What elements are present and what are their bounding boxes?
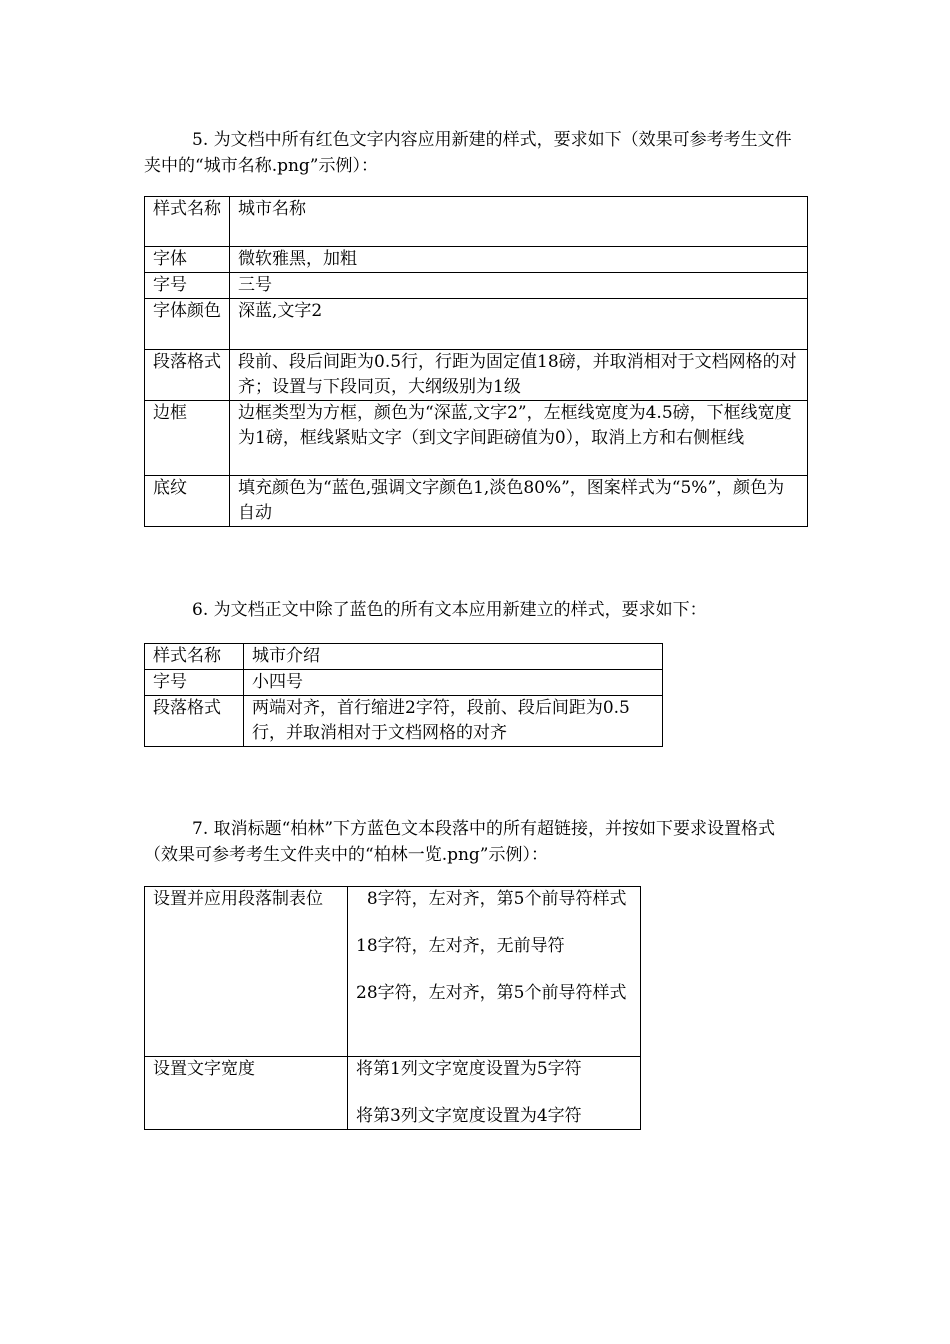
row-label: 底纹 — [145, 476, 230, 527]
row-value: 城市介绍 — [244, 644, 663, 670]
row-value: 微软雅黑，加粗 — [230, 247, 808, 273]
table-row — [145, 273, 808, 299]
tab-stop-3: 28字符，左对齐，第5个前导符样式 — [356, 983, 627, 1003]
table-row — [145, 696, 663, 747]
table-row — [145, 350, 808, 401]
section-5-table-wrap — [144, 196, 808, 527]
tab-stop-2: 18字符，左对齐，无前导符 — [356, 936, 565, 956]
row-value: 三号 — [230, 273, 808, 299]
row-value: 城市名称 — [230, 197, 808, 247]
row-value: 两端对齐，首行缩进2字符，段前、段后间距为0.5行，并取消相对于文档网格的对齐 — [244, 696, 663, 747]
table-row — [145, 887, 641, 1057]
section-6 — [144, 597, 806, 623]
table-row — [145, 670, 663, 696]
row-label: 字号 — [145, 273, 230, 299]
section-6-instruction: 6. 为文档正文中除了蓝色的所有文本应用新建立的样式，要求如下： — [192, 600, 707, 620]
row-value: 小四号 — [244, 670, 663, 696]
row-label: 设置并应用段落制表位 — [145, 887, 348, 1057]
row-label: 字号 — [145, 670, 244, 696]
row-value: 深蓝,文字2 — [230, 299, 808, 350]
table-row — [145, 401, 808, 476]
row-value: 填充颜色为“蓝色,强调文字颜色1,淡色80%”，图案样式为“5%”，颜色为自动 — [230, 476, 808, 527]
section-7-instruction: 7. 取消标题“柏林”下方蓝色文本段落中的所有超链接，并按如下要求设置格式（效果可参考考生文件夹中的“柏林一览.png”示例）： — [144, 819, 776, 865]
row-label: 字体 — [145, 247, 230, 273]
section-5 — [144, 127, 806, 179]
tab-stop-1: 8字符，左对齐，第5个前导符样式 — [356, 889, 627, 909]
text-width-settings — [348, 1057, 641, 1130]
section-6-table-wrap — [144, 643, 663, 747]
table-row — [145, 197, 808, 247]
spacer — [356, 959, 632, 981]
row-label: 段落格式 — [145, 350, 230, 401]
text-width-2: 将第3列文字宽度设置为4字符 — [356, 1106, 582, 1126]
table-row — [145, 644, 663, 670]
section-5-instruction: 5. 为文档中所有红色文字内容应用新建的样式，要求如下（效果可参考考生文件夹中的“城市名称.png”示例）： — [144, 130, 792, 176]
row-label: 设置文字宽度 — [145, 1057, 348, 1130]
row-label: 样式名称 — [145, 644, 244, 670]
berlin-format-table — [144, 886, 641, 1130]
row-value: 段前、段后间距为0.5行，行距为固定值18磅，并取消相对于文档网格的对齐；设置与下段同页，大纲级别为1级 — [230, 350, 808, 401]
spacer — [356, 1082, 632, 1104]
row-label: 样式名称 — [145, 197, 230, 247]
table-row — [145, 247, 808, 273]
row-value: 边框类型为方框，颜色为“深蓝,文字2”，左框线宽度为4.5磅，下框线宽度为1磅，框线紧贴文字（到文字间距磅值为0），取消上方和右侧框线 — [230, 401, 808, 476]
tab-stop-settings — [348, 887, 641, 1057]
table-row — [145, 476, 808, 527]
style-city-intro-table — [144, 643, 663, 747]
row-label: 字体颜色 — [145, 299, 230, 350]
section-7 — [144, 816, 806, 868]
style-city-name-table — [144, 196, 808, 527]
section-7-table-wrap — [144, 886, 641, 1130]
spacer — [356, 912, 632, 934]
table-row — [145, 1057, 641, 1130]
text-width-1: 将第1列文字宽度设置为5字符 — [356, 1059, 582, 1079]
row-label: 段落格式 — [145, 696, 244, 747]
row-label: 边框 — [145, 401, 230, 476]
table-row — [145, 299, 808, 350]
